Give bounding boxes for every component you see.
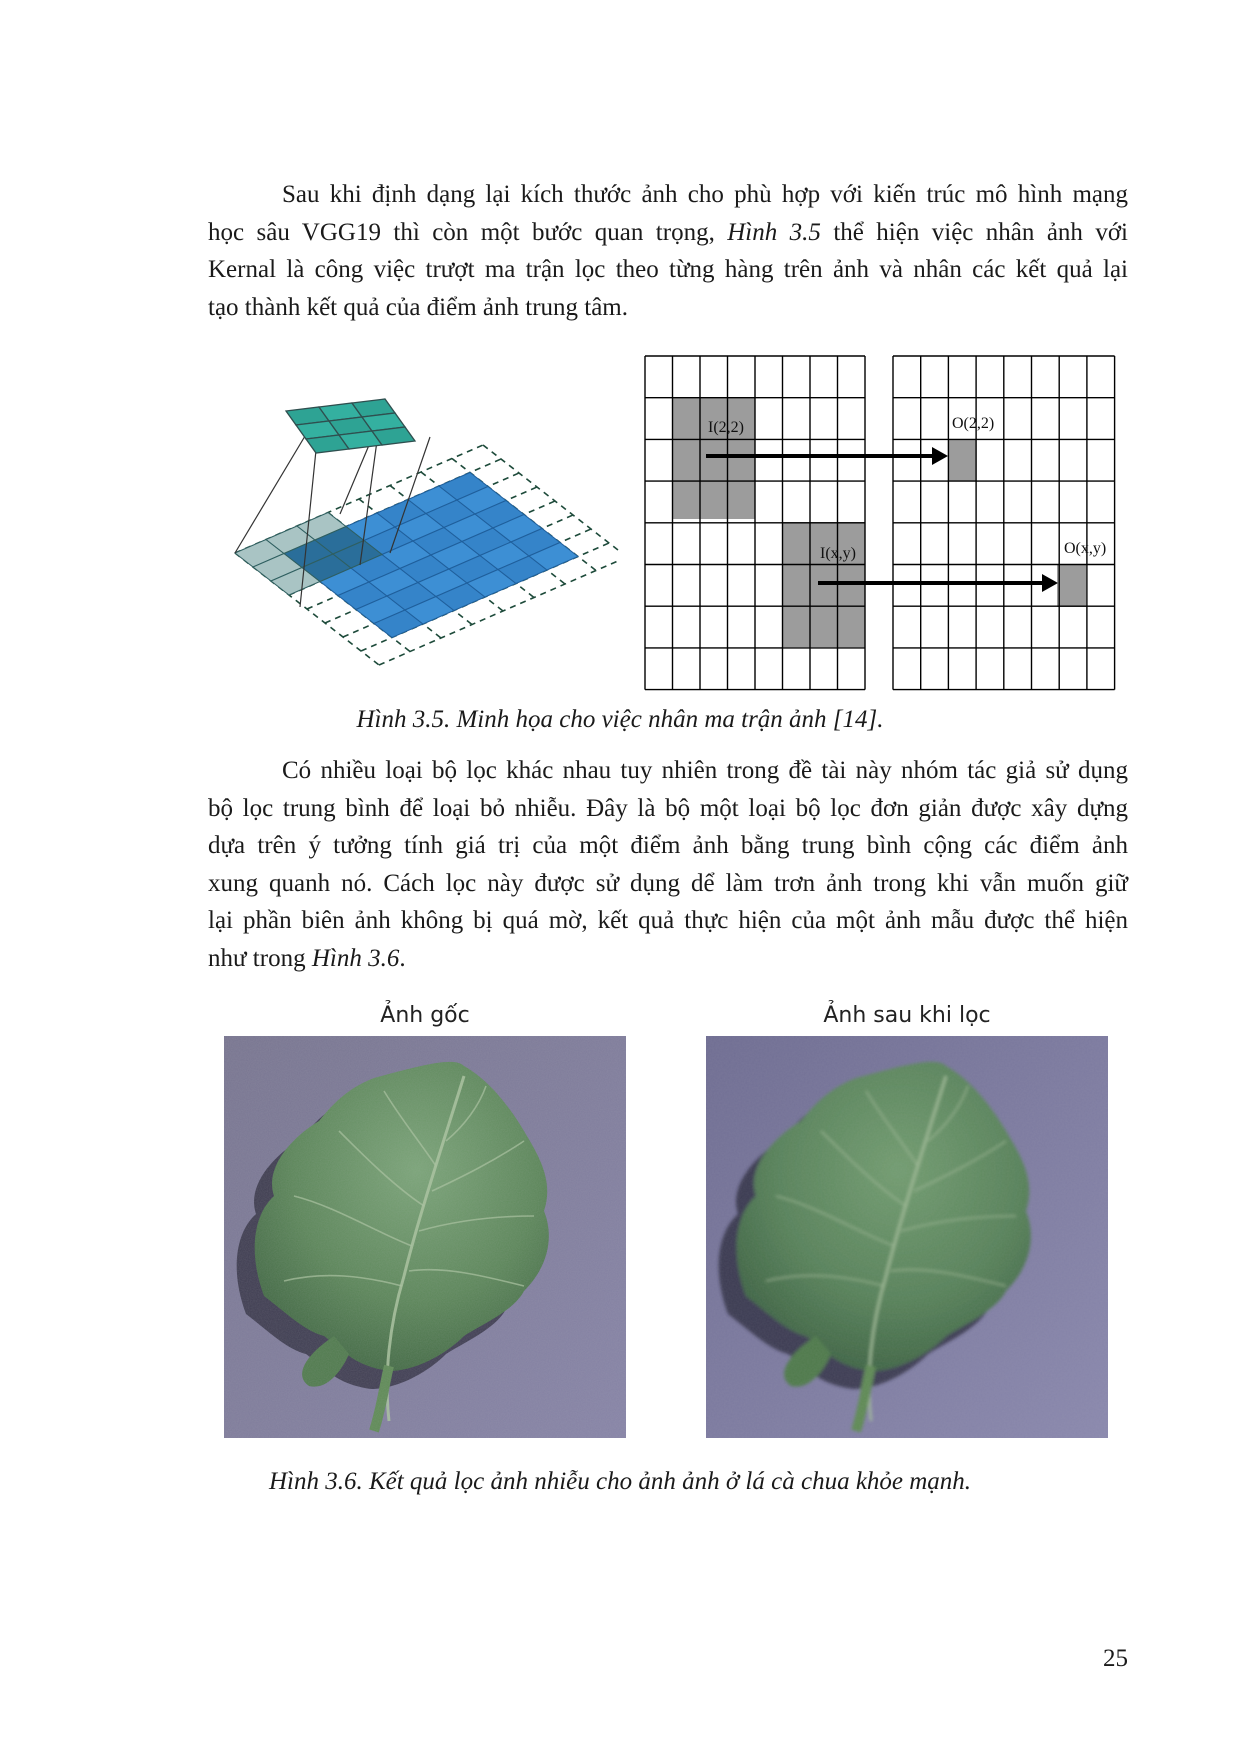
label-o22: O(2,2)	[952, 415, 995, 432]
p2-ref-figure: Hình 3.6	[311, 944, 400, 972]
p1-line-2-head: học sâu VGG19 thì còn một bước quan trọng,	[208, 218, 728, 246]
p2-line-3: dựa trên ý tưởng tính giá trị của một điểm ảnh bằng trung bình cộng các điểm ảnh	[208, 832, 1128, 859]
p2-line-5: lại phần biên ảnh không bị quá mờ, kết quả thực hiện của một ảnh mẫu được thể hiện	[208, 907, 1128, 934]
arrow-bottom	[818, 574, 1058, 592]
arrow-top	[706, 447, 948, 465]
p2-last-prefix: như trong	[208, 944, 312, 972]
label-ixy: I(x,y)	[820, 545, 856, 562]
p2-line-6	[208, 940, 1128, 978]
figure-3-5-caption: Hình 3.5. Minh họa cho việc nhân ma trận ảnh [14].	[356, 706, 884, 733]
p2-line-4: xung quanh nó. Cách lọc này được sử dụng dể làm trơn ảnh trong khi vẫn muốn giữ	[208, 869, 1128, 897]
figure-3-6-caption: Hình 3.6. Kết quả lọc ảnh nhiễu cho ảnh ảnh ở lá cà chua khỏe mạnh.	[268, 1468, 972, 1495]
p1-line-2-tail: thể hiện việc nhân ảnh với	[820, 218, 1128, 246]
p1-line-2	[208, 214, 1128, 252]
leaf-filtered-image	[706, 1036, 1108, 1438]
arrow-head-icon	[1042, 574, 1058, 592]
paragraph-1	[208, 176, 1128, 326]
p1-line-3: Kernal là công việc trượt ma trận lọc theo từng hàng trên ảnh và nhân các kết quả lại	[208, 256, 1128, 283]
figure-3-5-kernel-diagram	[230, 395, 620, 685]
kernel-grid	[286, 399, 415, 453]
figure-3-5-arrows	[700, 440, 1070, 600]
p1-ref-figure: Hình 3.5	[727, 218, 821, 246]
p2-line-1: Có nhiều loại bộ lọc khác nhau tuy nhiên trong đề tài này nhóm tác giả sử dụng	[282, 757, 1128, 784]
p2-last-suffix: .	[399, 944, 406, 972]
arrow-head-icon	[932, 447, 948, 465]
p2-line-2: bộ lọc trung bình để loại bỏ nhiễu. Đây là bộ một loại bộ lọc đơn giản được xây dựng	[208, 794, 1128, 822]
left-image-title: Ảnh gốc	[380, 1003, 470, 1028]
leaf-original-image	[224, 1036, 626, 1438]
label-oxy: O(x,y)	[1064, 540, 1107, 557]
p1-line-4: tạo thành kết quả của điểm ảnh trung tâm.	[208, 293, 629, 321]
paragraph-2	[208, 752, 1128, 977]
right-image-title: Ảnh sau khi lọc	[823, 1003, 991, 1028]
page-number: 25	[1103, 1645, 1128, 1672]
label-i22: I(2,2)	[708, 419, 744, 436]
p1-line-1: Sau khi định dạng lại kích thước ảnh cho phù hợp với kiến trúc mô hình mạng	[282, 181, 1128, 208]
